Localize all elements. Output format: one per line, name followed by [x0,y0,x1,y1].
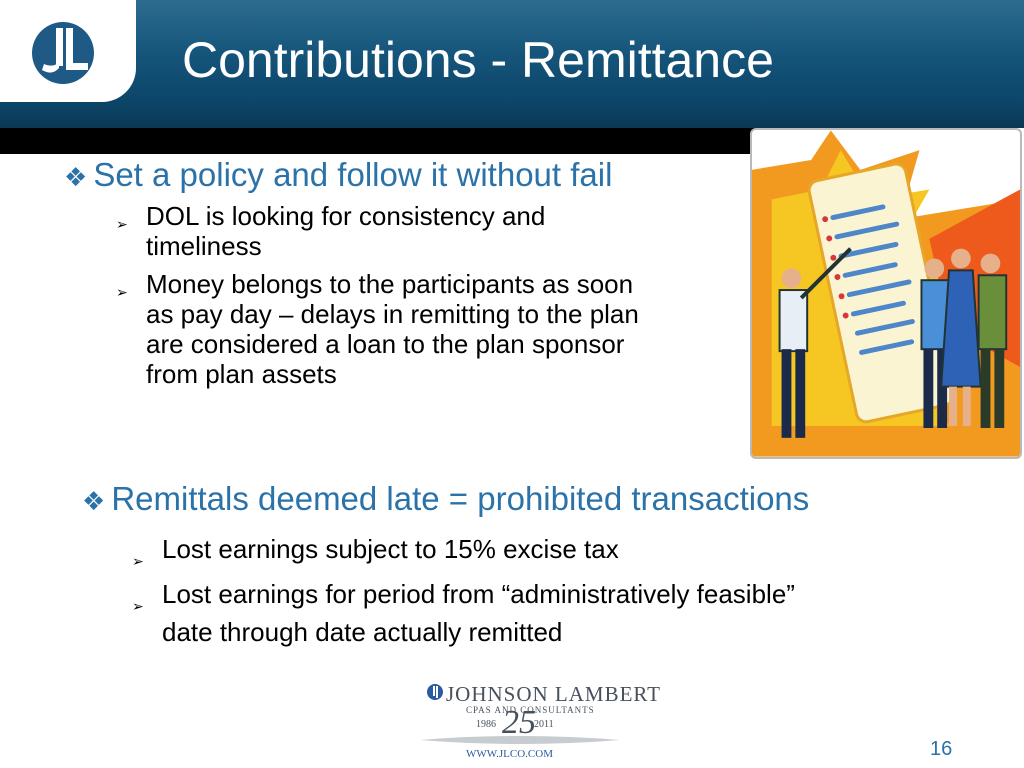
bullet-line: timeliness [146,231,262,261]
bullet-line: as pay day – delays in remitting to the plan [146,299,639,329]
footer-year-start: 1986 [476,719,496,730]
footer-year-end: 2011 [534,719,554,730]
bullet-line: date through date actually remitted [162,617,563,647]
footer-tagline: CPAS AND CONSULTANTS [466,705,595,715]
arrowhead-icon: ➢ [132,553,144,569]
bullet-line: are considered a loan to the plan sponsor [146,329,625,359]
presentation-clipart [750,128,1022,459]
bullet-line: DOL is looking for consistency and [146,201,546,231]
heading-text: Remittals deemed late = prohibited transactions [111,480,810,517]
bullet-line: Lost earnings for period from “administratively feasible” [162,579,795,609]
slide-title: Contributions - Remittance [182,32,774,88]
arrowhead-icon: ➢ [132,598,144,614]
arrowhead-icon: ➢ [116,216,128,232]
arrowhead-icon: ➢ [116,284,128,300]
list-item [116,201,546,261]
bullet-line: from plan assets [146,359,337,389]
heading-text: Set a policy and follow it without fail [93,156,613,193]
team-presenting-illustration-icon [752,130,1020,457]
bullet-heading-remittals [82,480,809,520]
jl-logo-icon [30,20,96,86]
diamond-cluster-icon: ❖ [64,162,88,192]
divider-bar [0,128,760,154]
list-item [132,530,619,569]
header-band [0,102,1024,128]
list-item [132,575,795,651]
logo-tile [0,0,136,102]
footer-anniversary: 25 [502,704,536,741]
footer-url[interactable]: WWW.JLCO.COM [466,748,553,760]
bullet-line: Money belongs to the participants as soon [146,269,634,299]
diamond-cluster-icon: ❖ [82,486,106,516]
bullet-line: Lost earnings subject to 15% excise tax [162,534,619,564]
page-number: 16 [930,738,953,760]
bullet-heading-policy [64,156,612,196]
footer-company-name: JOHNSON LAMBERT [446,682,662,706]
list-item [116,269,639,389]
